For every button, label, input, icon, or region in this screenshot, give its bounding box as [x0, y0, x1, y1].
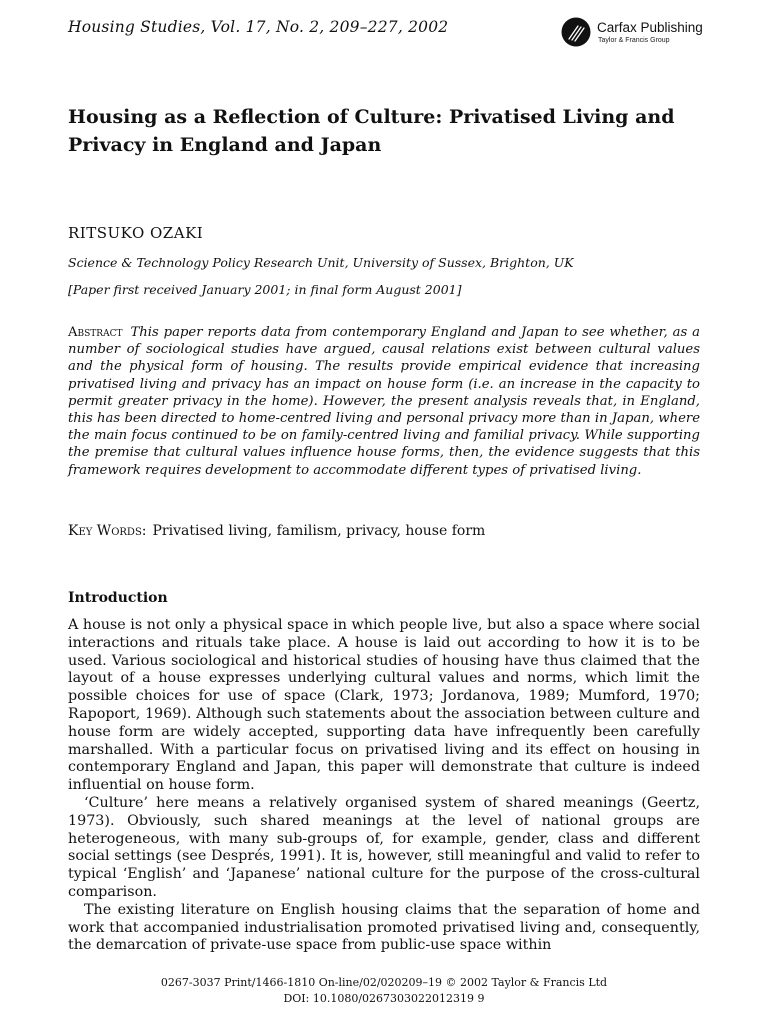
- issn-line: 0267-3037 Print/1466-1810 On-line/02/020209–19 © 2002 Taylor & Francis Ltd: [160, 976, 608, 989]
- body-paragraph: The existing literature on English housing claims that the separation of home and work that accompanied industrialisation promoted privatised living and, consequently, the demarcation of private-use space from public-use space within: [68, 901, 700, 954]
- abstract-label: Abstract: [68, 325, 123, 340]
- doi-line: DOI: 10.1080/0267303022012319 9: [283, 992, 485, 1005]
- keywords-text: Privatised living, familism, privacy, house form: [152, 523, 486, 539]
- page-footer: [0, 975, 768, 1007]
- publisher-subtitle: Taylor & Francis Group: [598, 37, 670, 44]
- received-date-note: [Paper first received January 2001; in final form August 2001]: [68, 282, 462, 297]
- keywords-label: Key Words:: [68, 523, 147, 539]
- author-affiliation: Science & Technology Policy Research Unit, University of Sussex, Brighton, UK: [68, 255, 574, 270]
- author-name: RITSUKO OZAKI: [68, 224, 204, 242]
- abstract: [68, 324, 700, 479]
- carfax-logo-icon: [561, 17, 591, 47]
- introduction-body: [68, 617, 700, 955]
- journal-reference: Housing Studies, Vol. 17, No. 2, 209–227, 2002: [68, 18, 449, 36]
- article-title: Housing as a Reflection of Culture: Privatised Living and Privacy in England and Japan: [68, 106, 675, 156]
- body-paragraph: A house is not only a physical space in which people live, but also a space where social interactions and rituals take place. A house is laid out according to how it is to be used. Various sociological and historical studies of housing have thus claimed that the layout of a house expresses underlying cultural values and norms, which limit the possible choices for use of space (Clark, 1973; Jordanova, 1989; Mumford, 1970; Rapoport, 1969). Although such statements about the association between culture and house form are widely accepted, supporting data have infrequently been carefully marshalled. With a particular focus on privatised living and its effect on housing in contemporary England and Japan, this paper will demonstrate that culture is indeed influential on house form.: [68, 617, 700, 794]
- body-paragraph: ‘Culture’ here means a relatively organised system of shared meanings (Geertz, 1973). Obviously, such shared meanings at the level of national groups are heterogeneous, with many sub-groups of, for example, gender, class and different social settings (see Després, 1991). It is, however, still meaningful and valid to refer to typical ‘English’ and ‘Japanese’ national culture for the purpose of the cross-cultural comparison.: [68, 794, 700, 900]
- section-heading-introduction: Introduction: [68, 590, 168, 606]
- keywords: [68, 523, 700, 539]
- abstract-text: This paper reports data from contemporary England and Japan to see whether, as a number of sociological studies have argued, causal relations exist between cultural values and the physical form of housing. The results provide empirical evidence that increasing privatised living and privacy has an impact on house form (i.e. an increase in the capacity to permit greater privacy in the home). However, the present analysis reveals that, in England, this has been directed to home-centred living and personal privacy more than in Japan, where the main focus continued to be on family-centred living and familial privacy. While supporting the premise that cultural values influence house forms, then, the evidence suggests that this framework requires development to accommodate different types of privatised living.: [68, 325, 700, 478]
- publisher-logo: [561, 17, 721, 49]
- publisher-name: Carfax Publishing: [597, 20, 703, 35]
